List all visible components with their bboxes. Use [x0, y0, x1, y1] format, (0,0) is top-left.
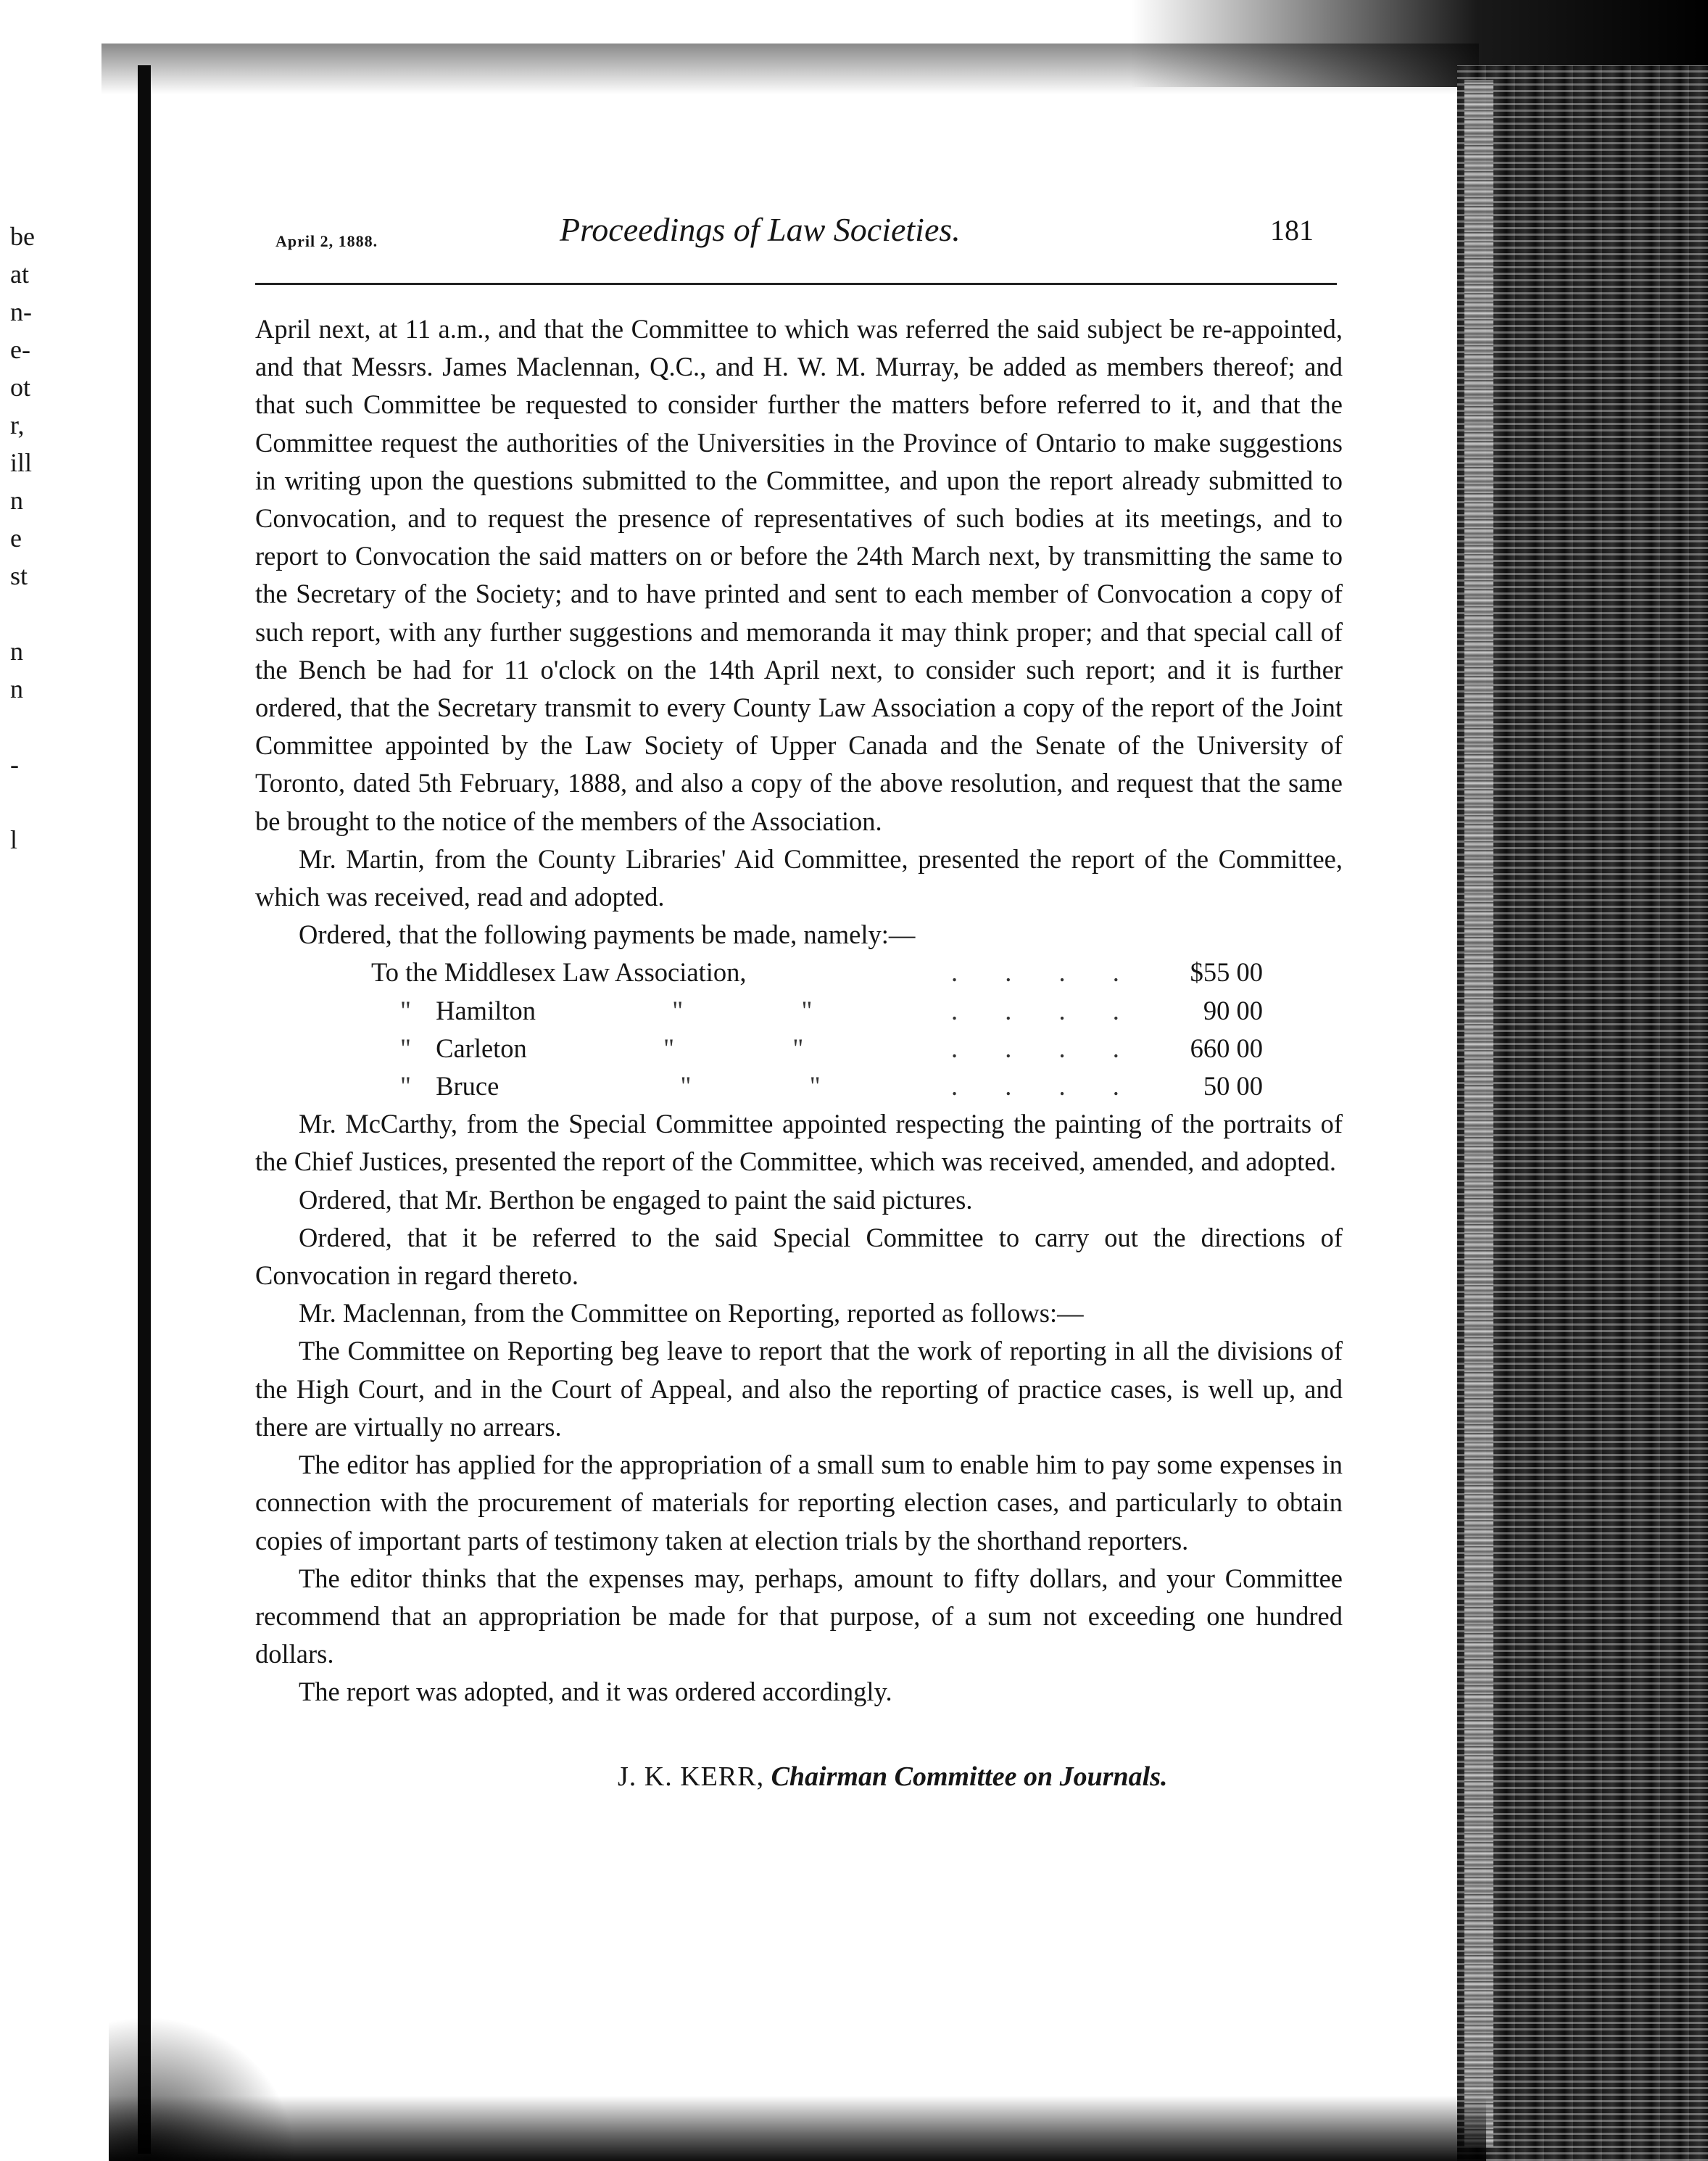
fragment — [10, 783, 75, 821]
paragraph: Ordered, that Mr. Berthon be engaged to paint the said pictures. — [299, 1184, 973, 1215]
ditto-mark: " — [663, 1033, 674, 1063]
leader-dots: . . . . — [951, 957, 1140, 988]
payment-recipient: Middlesex Law Association, — [444, 957, 747, 988]
paragraph: April next, at 11 a.m., and that the Committee to which was referred the said subject be re-appointed, and that Messrs. James Maclennan, Q.C., and H. W. M. Murray, be added as members thereof; and that such Committee be requested to consider further the matters before referred to it, and that the Committee request the authorities of the Universities in the Province of Ontario to make suggestions in writing upon the questions submitted to the Committee, and upon the report already submitted to Convocation, and to request the presence of representatives of such bodies at its meetings, and to report to Convocation the said matters on or before the 24th March next, by transmitting the same to the Secretary of the Society; and to have printed and sent to each member of Convocation a copy of such report, with any further suggestions and memoranda it may think proper; and that special call of the Bench be had for 11 o'clock on the 14th April next, to consider such report; and it is further ordered, that the Secretary transmit to every County Law Association a copy of the report of the Joint Committee appointed by the Law Society of Upper Canada and the Senate of the University of Toronto, dated 5th February, 1888, and also a copy of the above resolution, and request that the same be brought to the notice of the members of the Association. — [255, 314, 1343, 836]
header-date: April 2, 1888. — [275, 232, 378, 250]
scan-bottom-shadow — [109, 2096, 1486, 2161]
document-page — [255, 210, 1343, 1792]
fragment — [10, 708, 75, 745]
fragment: n — [10, 486, 23, 515]
page-binding-edge — [138, 65, 151, 2154]
payment-recipient: Carleton — [436, 1033, 527, 1063]
paragraph: Mr. McCarthy, from the Special Committee appointed respecting the painting of the portraits of the Chief Justices, presented the report of the Committee, which was received, amended, and adopted. — [255, 1109, 1343, 1177]
paragraph: Ordered, that the following payments be made, namely:— — [299, 920, 916, 950]
ditto-mark: " — [801, 995, 813, 1025]
fragment: r, — [10, 410, 25, 439]
ditto-mark: " — [792, 1033, 804, 1063]
fragment: at — [10, 260, 29, 289]
ditto-mark: " — [809, 1071, 821, 1102]
paragraph: The editor has applied for the appropriation of a small sum to enable him to pay some expenses in connection with the procurement of materials for reporting election cases, and particularly to obtain copies of important parts of testimony taken at election trials by the shorthand reporters. — [255, 1450, 1343, 1555]
fragment: ot — [10, 373, 31, 402]
ditto-mark: " — [400, 995, 411, 1025]
signatory-role: Chairman Committee on Journals. — [771, 1761, 1168, 1792]
fragment: st — [10, 561, 28, 590]
book-spine-edge — [1457, 65, 1708, 2161]
signature-line — [255, 1758, 1343, 1796]
fragment: n- — [10, 297, 32, 326]
leader-dots: . . . . — [951, 1033, 1140, 1063]
ditto-mark: " — [400, 1033, 411, 1063]
paragraph: Ordered, that it be referred to the said Special Committee to carry out the directions of Convocation in regard thereto. — [255, 1222, 1343, 1291]
paragraph: Mr. Martin, from the County Libraries' Aid Committee, presented the report of the Committee, which was received, read and adopted. — [255, 843, 1343, 912]
ditto-mark: " — [680, 1071, 692, 1102]
table-row — [255, 1067, 1263, 1105]
ditto-mark: " — [400, 1071, 411, 1102]
payment-amount: 660 00 — [1190, 1033, 1263, 1063]
fragment: e- — [10, 335, 30, 364]
running-header — [255, 210, 1343, 261]
payment-amount: 90 00 — [1203, 995, 1263, 1025]
header-rule — [255, 283, 1337, 285]
table-row — [255, 954, 1263, 991]
payments-table — [255, 954, 1263, 1105]
paragraph: Mr. Maclennan, from the Committee on Reporting, reported as follows:— — [299, 1298, 1084, 1329]
fragment: l — [10, 825, 18, 854]
payment-amount: $55 00 — [1190, 957, 1263, 988]
facing-page-fragments — [10, 218, 75, 859]
payment-recipient: Hamilton — [436, 995, 536, 1025]
scan-corner-shadow — [109, 2016, 297, 2161]
fragment: - — [10, 750, 19, 779]
leader-dots: . . . . — [951, 1071, 1140, 1102]
fragment: be — [10, 222, 35, 251]
page-body — [255, 310, 1343, 1796]
paragraph: The report was adopted, and it was ordered accordingly. — [299, 1677, 892, 1707]
page-number: 181 — [1270, 214, 1314, 247]
signatory-name: J. K. KERR, — [618, 1761, 765, 1792]
table-row — [255, 992, 1263, 1030]
payment-recipient: Bruce — [436, 1071, 499, 1102]
payment-amount: 50 00 — [1203, 1071, 1263, 1102]
leader-dots: . . . . — [951, 995, 1140, 1025]
ditto-mark: " — [672, 995, 684, 1025]
fragment: n — [10, 674, 23, 703]
payment-prefix: To the — [371, 957, 438, 988]
fragment — [10, 595, 75, 632]
paragraph: The editor thinks that the expenses may, perhaps, amount to fifty dollars, and your Committee recommend that an appropriation be made for that purpose, of a sum not exceeding one hundred dollars. — [255, 1563, 1343, 1669]
page-edges-texture — [1464, 80, 1493, 2146]
table-row — [255, 1030, 1263, 1067]
paragraph: The Committee on Reporting beg leave to report that the work of reporting in all the divisions of the High Court, and in the Court of Appeal, and also the reporting of practice cases, is well up, and there are virtually no arrears. — [255, 1336, 1343, 1442]
fragment: n — [10, 637, 23, 666]
fragment: e — [10, 524, 22, 553]
header-title: Proceedings of Law Societies. — [560, 211, 961, 248]
fragment: ill — [10, 448, 33, 477]
